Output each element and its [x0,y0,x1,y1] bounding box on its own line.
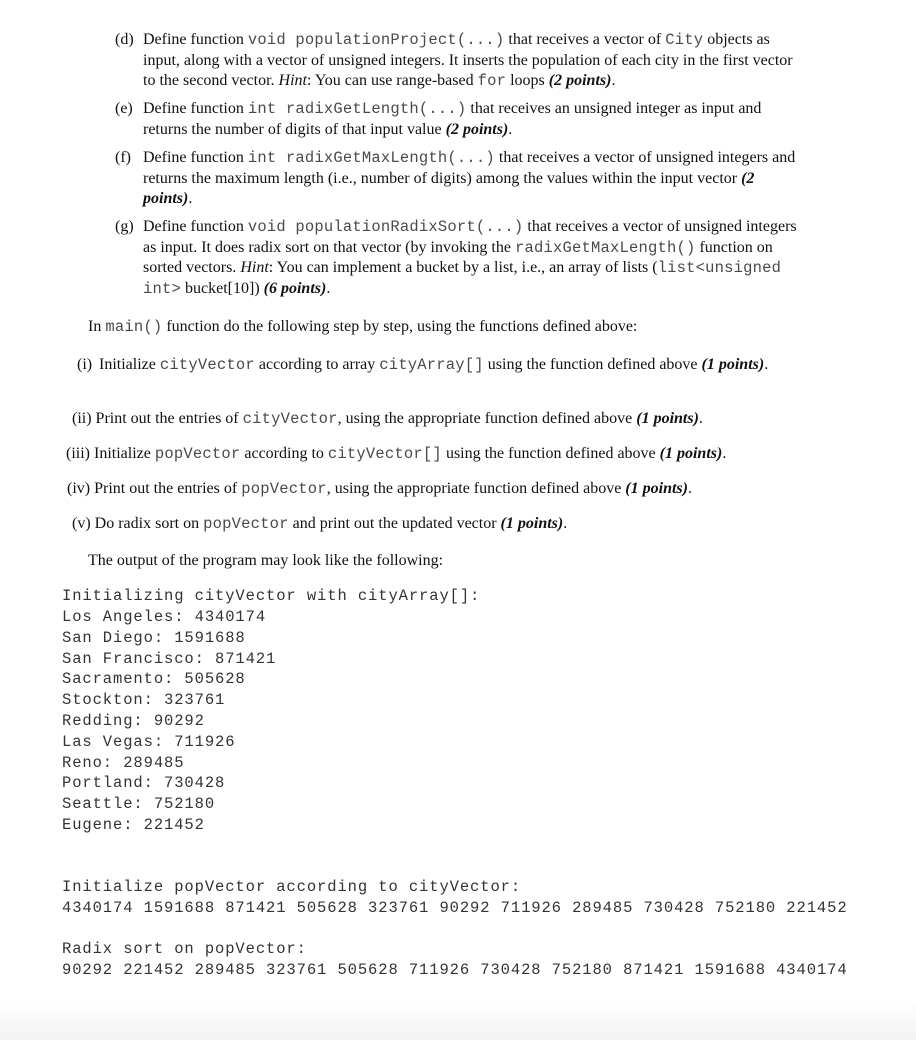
output-line: Los Angeles: 4340174 [62,608,267,626]
step-label: (iv) [67,480,91,497]
output-line: San Diego: 1591688 [62,629,246,647]
step-v [72,514,852,535]
code-span: int radixGetLength(...) [247,100,467,118]
points-label: (1 points) [625,480,688,497]
step-text: Do radix sort on popVector and print out the updated vector (1 points). [94,515,568,533]
output-line: Seattle: 752180 [62,795,216,813]
step-text: Initialize popVector according to cityVector[] using the function defined above (1 points). [94,445,727,463]
item-text: Define function void populationProject(...) that receives a vector of City objects as input, along with a vector of unsigned integers. It inserts the population of each city in the first vector to the second vector. Hint: You can use range-based for loops (2 points). [143,31,793,90]
step-label: (iii) [66,445,90,462]
output-line: Las Vegas: 711926 [62,733,236,751]
code-span: City [665,31,704,49]
output-line: Initialize popVector according to cityVector: [62,878,522,896]
hint-label: Hint [240,259,269,276]
item-label: (f) [115,149,131,166]
step-iv [67,479,857,500]
step-label: (ii) [72,410,92,427]
item-label: (g) [115,218,134,235]
output-line: 4340174 1591688 871421 505628 323761 90292 711926 289485 730428 752180 221452 [62,899,848,917]
item-e [115,99,805,141]
code-span: list<unsigned int> [143,259,782,298]
code-span: for [477,72,507,90]
output-line: Stockton: 323761 [62,691,226,709]
output-line: Reno: 289485 [62,754,185,772]
points-label: (1 points) [636,410,699,427]
points-label: (2 points) [548,72,612,89]
step-label: (i) [77,356,93,373]
item-d [115,30,805,92]
output-line: 90292 221452 289485 323761 505628 711926 730428 752180 871421 1591688 4340174 [62,961,848,979]
item-label: (e) [115,100,133,117]
code-span: int radixGetMaxLength(...) [247,149,495,167]
step-label: (v) [72,515,91,532]
step-iii [66,444,856,465]
output-intro: The output of the program may look like the following: [88,552,444,569]
step-text: Print out the entries of popVector, using the appropriate function defined above (1 points). [94,480,692,498]
item-text: Define function void populationRadixSort(...) that receives a vector of unsigned integers as input. It does radix sort on that vector (by invoking the radixGetMaxLength() function on sorted vectors. Hint: You can implement a bucket by a list, i.e., an array of lists (list<unsigned int> bucket[10]) (6 points). [143,218,797,298]
code-span: cityArray[] [379,356,484,374]
code-span: cityVector [242,410,338,428]
points-label: (2 points) [143,169,755,207]
item-text: Define function int radixGetLength(...) that receives an unsigned integer as input and returns the number of digits of that input value (2 points). [143,100,762,138]
output-line: Eugene: 221452 [62,816,205,834]
output-line: Radix sort on popVector: [62,940,307,958]
hint-label: Hint [278,72,307,89]
step-i [77,355,807,397]
output-line: Sacramento: 505628 [62,670,246,688]
code-span: cityVector[] [327,445,442,463]
item-text: Define function int radixGetMaxLength(...) that receives a vector of unsigned integers and returns the maximum length (i.e., number of digits) among the values within the input vector (2 points). [143,149,796,207]
item-g [115,217,805,301]
step-text: Print out the entries of cityVector, using the appropriate function defined above (1 points). [95,410,703,428]
code-span: cityVector [159,356,255,374]
points-label: (1 points) [500,515,564,532]
code-span: void populationRadixSort(...) [247,218,524,236]
item-f [115,148,805,210]
item-label: (d) [115,31,134,48]
points-label: (1 points) [701,356,765,373]
main-intro: In main() function do the following step by step, using the functions defined above: [88,318,638,336]
step-ii [72,409,852,430]
points-label: (2 points) [445,120,509,138]
page-bottom-edge [0,1000,916,1040]
points-label: (1 points) [659,445,723,462]
code-span: popVector [203,515,289,533]
output-line: Redding: 90292 [62,712,205,730]
code-span: popVector [154,445,241,463]
points-label: (6 points) [263,279,327,297]
output-line: Initializing cityVector with cityArray[]: [62,587,481,605]
output-line: Portland: 730428 [62,774,226,792]
step-text: Initialize cityVector according to array cityArray[] using the function defined above (1 points). [99,356,769,374]
code-span: popVector [241,480,327,498]
output-line: San Francisco: 871421 [62,650,277,668]
code-span: radixGetMaxLength() [514,238,696,257]
code-span: void populationProject(...) [247,31,505,49]
code-span: main() [105,318,163,336]
